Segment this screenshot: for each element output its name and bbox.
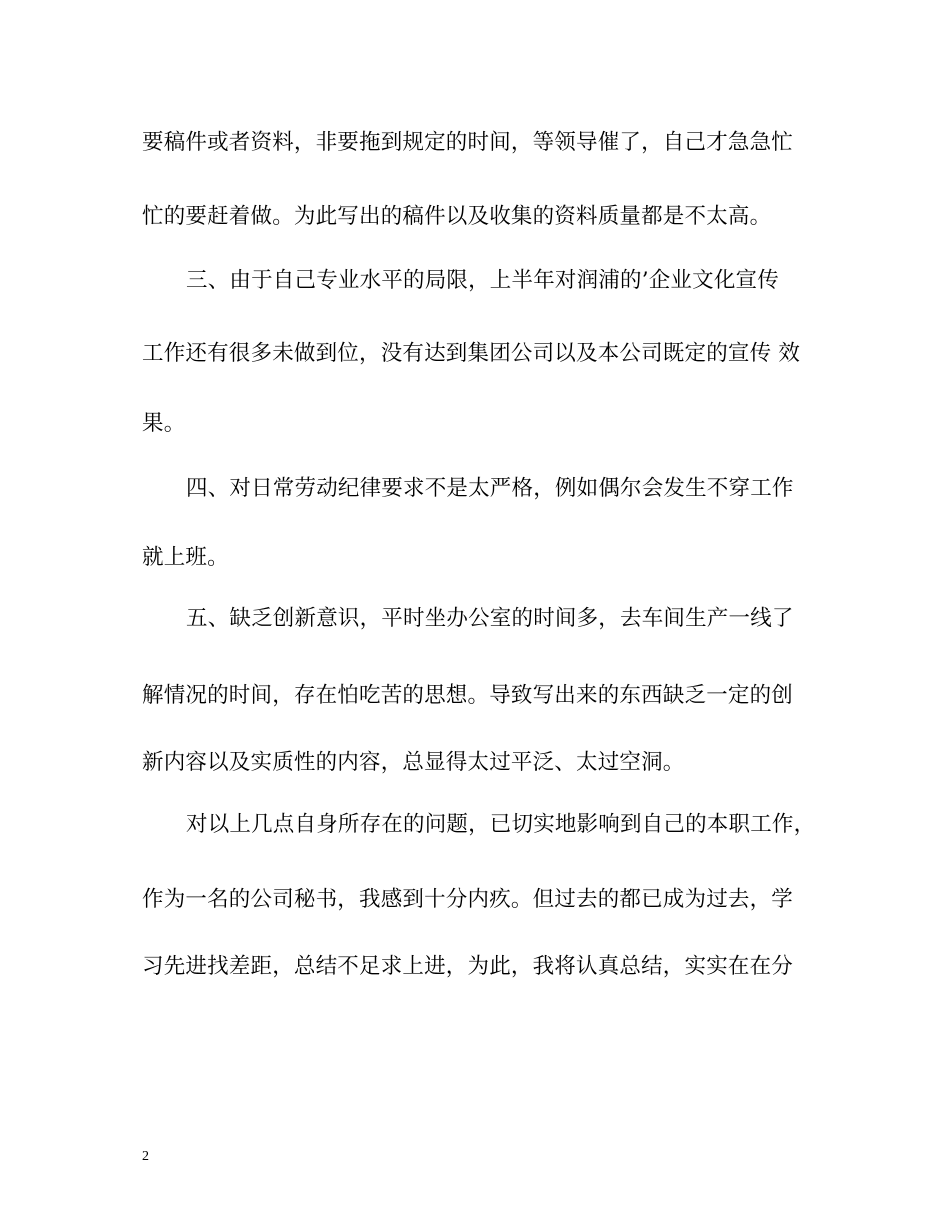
text-line-9: 解情况的时间，存在怕吃苦的思想。导致写出来的东西缺乏一定的创	[142, 683, 794, 708]
text-line-12: 作为一名的公司秘书，我感到十分内疚。但过去的都已成为过去，学	[142, 887, 794, 912]
text-line-1: 要稿件或者资料，非要拖到规定的时间，等领导催了，自己才急急忙	[142, 130, 794, 155]
text-line-6-paragraph-4-start: 四、对日常劳动纪律要求不是太严格，例如偶尔会发生不穿工作	[186, 476, 794, 501]
text-line-4: 工作还有很多未做到位，没有达到集团公司以及本公司既定的宣传 效	[142, 341, 801, 366]
text-line-11-paragraph-6-start: 对以上几点自身所存在的问题，已切实地影响到自己的本职工作，	[186, 812, 816, 837]
text-line-8-paragraph-5-start: 五、缺乏创新意识，平时坐办公室的时间多，去车间生产一线了	[186, 606, 794, 631]
text-line-2: 忙的要赶着做。为此写出的稿件以及收集的资料质量都是不太高。	[142, 204, 772, 229]
text-line-7: 就上班。	[142, 545, 229, 570]
text-line-3-paragraph-3-start: 三、由于自己专业水平的局限，上半年对润浦的’企业文化宣传	[186, 268, 779, 293]
text-line-10: 新内容以及实质性的内容，总显得太过平泛、太过空洞。	[142, 750, 685, 775]
page-number: 2	[142, 1149, 149, 1164]
text-line-5: 果。	[142, 411, 186, 436]
text-line-13: 习先进找差距，总结不足求上进，为此，我将认真总结，实实在在分	[142, 954, 794, 979]
